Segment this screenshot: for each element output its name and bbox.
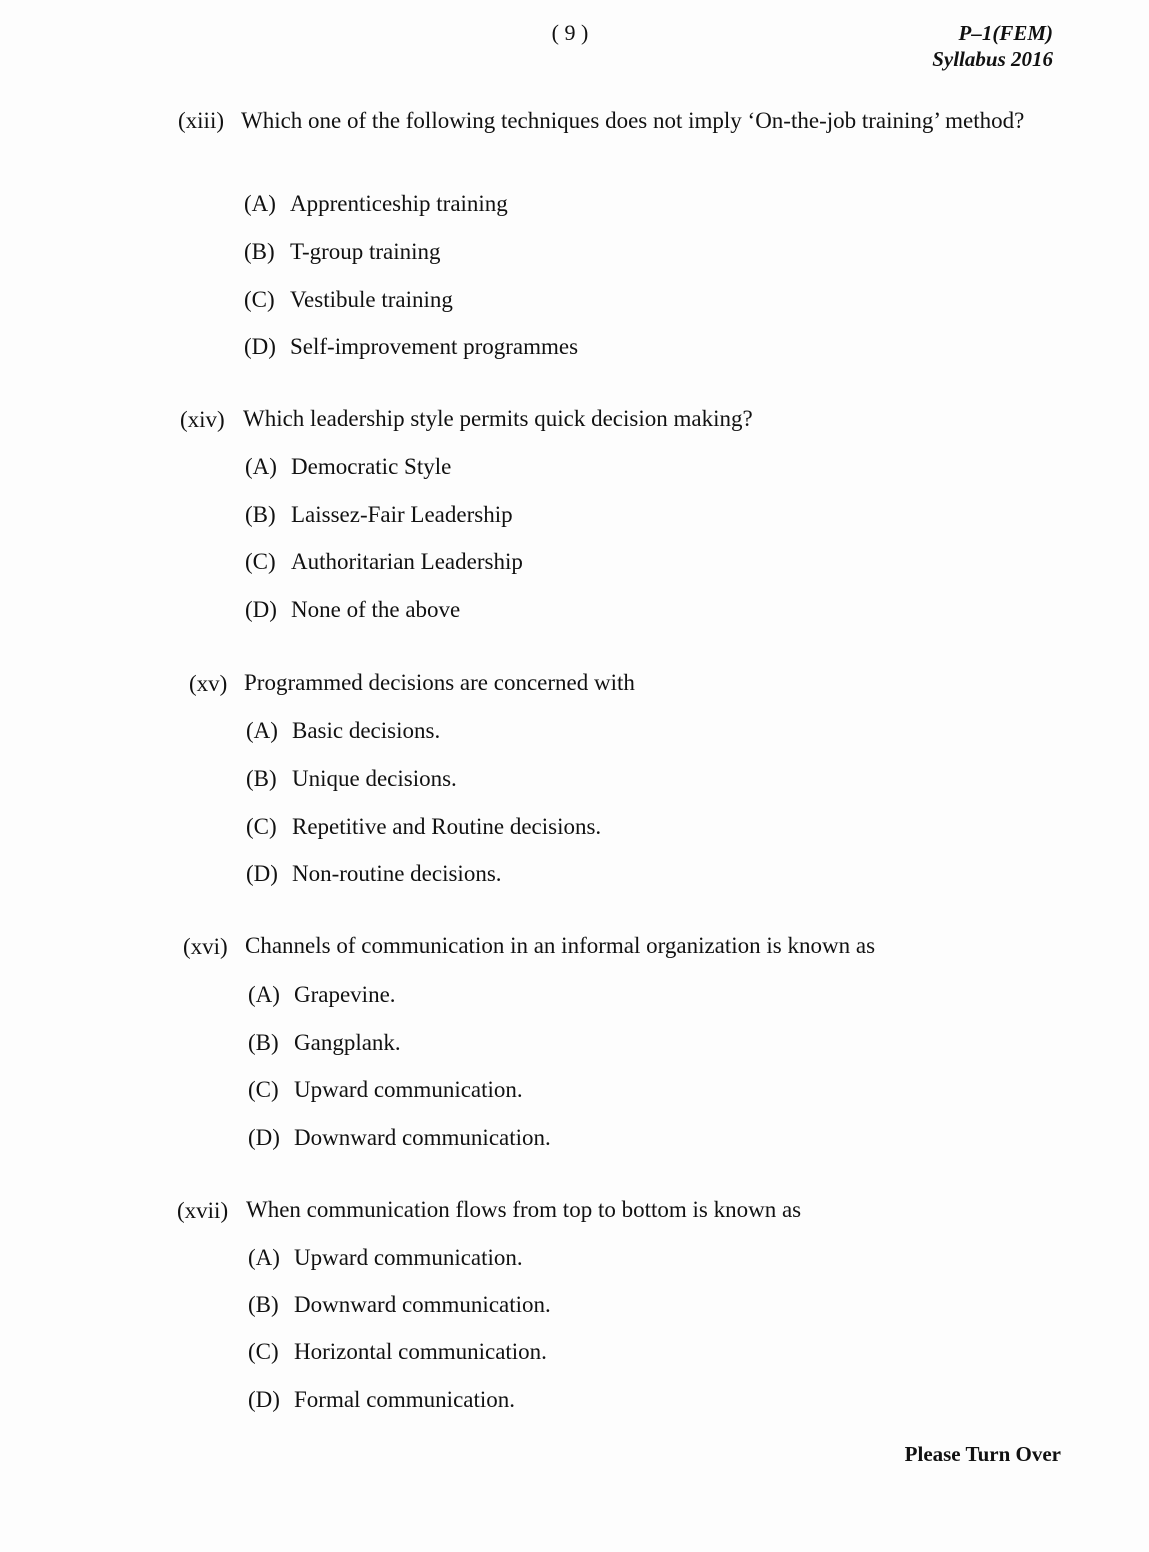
option-text: Apprenticeship training xyxy=(290,191,508,216)
option-a xyxy=(248,1245,523,1271)
option-letter: (A) xyxy=(248,1245,280,1270)
option-text: Formal communication. xyxy=(294,1387,516,1412)
question-number: (xiv) xyxy=(180,407,225,432)
option-letter: (C) xyxy=(245,549,276,574)
option-letter: (A) xyxy=(245,454,277,479)
option-c xyxy=(244,287,453,313)
please-turn-over: Please Turn Over xyxy=(904,1442,1061,1466)
option-a xyxy=(248,982,396,1008)
option-letter: (A) xyxy=(246,718,278,743)
option-text: T-group training xyxy=(290,239,441,264)
option-letter: (A) xyxy=(244,191,276,216)
paper-code: P–1(FEM) xyxy=(958,21,1053,45)
question-number: (xvii) xyxy=(177,1198,229,1223)
option-letter: (B) xyxy=(246,766,277,791)
option-letter: (B) xyxy=(244,239,275,264)
option-letter: (C) xyxy=(248,1077,279,1102)
question-number: (xv) xyxy=(189,671,228,696)
option-a xyxy=(246,718,440,744)
option-letter: (B) xyxy=(248,1292,279,1317)
option-b xyxy=(248,1030,401,1056)
question-text: Channels of communication in an informal organization is known as xyxy=(245,933,876,958)
option-c xyxy=(245,549,523,575)
option-letter: (C) xyxy=(248,1339,279,1364)
option-a xyxy=(244,191,508,217)
option-letter: (D) xyxy=(244,334,276,359)
option-text: None of the above xyxy=(291,597,461,622)
option-text: Horizontal communication. xyxy=(294,1339,547,1364)
question-text: Programmed decisions are concerned with xyxy=(244,670,635,695)
option-b xyxy=(245,502,513,528)
question-number: (xiii) xyxy=(178,108,224,133)
option-c xyxy=(246,814,601,840)
question-number: (xvi) xyxy=(183,934,228,959)
option-text: Upward communication. xyxy=(294,1245,523,1270)
option-letter: (C) xyxy=(244,287,275,312)
option-text: Downward communication. xyxy=(294,1292,551,1317)
option-letter: (B) xyxy=(245,502,276,527)
option-text: Repetitive and Routine decisions. xyxy=(292,814,602,839)
option-text: Grapevine. xyxy=(294,982,396,1007)
option-letter: (A) xyxy=(248,982,280,1007)
option-text: Democratic Style xyxy=(291,454,452,479)
option-text: Upward communication. xyxy=(294,1077,523,1102)
question-text: Which leadership style permits quick decision making? xyxy=(243,406,753,431)
option-letter: (D) xyxy=(245,597,277,622)
option-a xyxy=(245,454,451,480)
question-text: Which one of the following techniques does not imply ‘On-the-job training’ method? xyxy=(241,108,1025,133)
option-b xyxy=(246,766,457,792)
option-b xyxy=(244,239,441,265)
option-text: Non-routine decisions. xyxy=(292,861,502,886)
option-letter: (C) xyxy=(246,814,277,839)
option-d xyxy=(244,334,578,360)
option-text: Gangplank. xyxy=(294,1030,401,1055)
option-c xyxy=(248,1077,523,1103)
option-text: Laissez-Fair Leadership xyxy=(291,502,513,527)
option-letter: (D) xyxy=(248,1125,280,1150)
option-text: Basic decisions. xyxy=(292,718,441,743)
paper-header xyxy=(932,20,1053,72)
option-b xyxy=(248,1292,551,1318)
option-text: Unique decisions. xyxy=(292,766,457,791)
option-d xyxy=(248,1125,551,1151)
option-d xyxy=(245,597,460,623)
option-text: Downward communication. xyxy=(294,1125,551,1150)
option-letter: (D) xyxy=(248,1387,280,1412)
option-text: Authoritarian Leadership xyxy=(291,549,523,574)
option-d xyxy=(246,861,502,887)
option-letter: (D) xyxy=(246,861,278,886)
option-d xyxy=(248,1387,515,1413)
option-text: Self-improvement programmes xyxy=(290,334,579,359)
syllabus-label: Syllabus 2016 xyxy=(932,47,1053,71)
question-text: When communication flows from top to bottom is known as xyxy=(246,1197,802,1222)
option-letter: (B) xyxy=(248,1030,279,1055)
option-text: Vestibule training xyxy=(290,287,453,312)
option-c xyxy=(248,1339,547,1365)
page-number: ( 9 ) xyxy=(551,20,589,45)
